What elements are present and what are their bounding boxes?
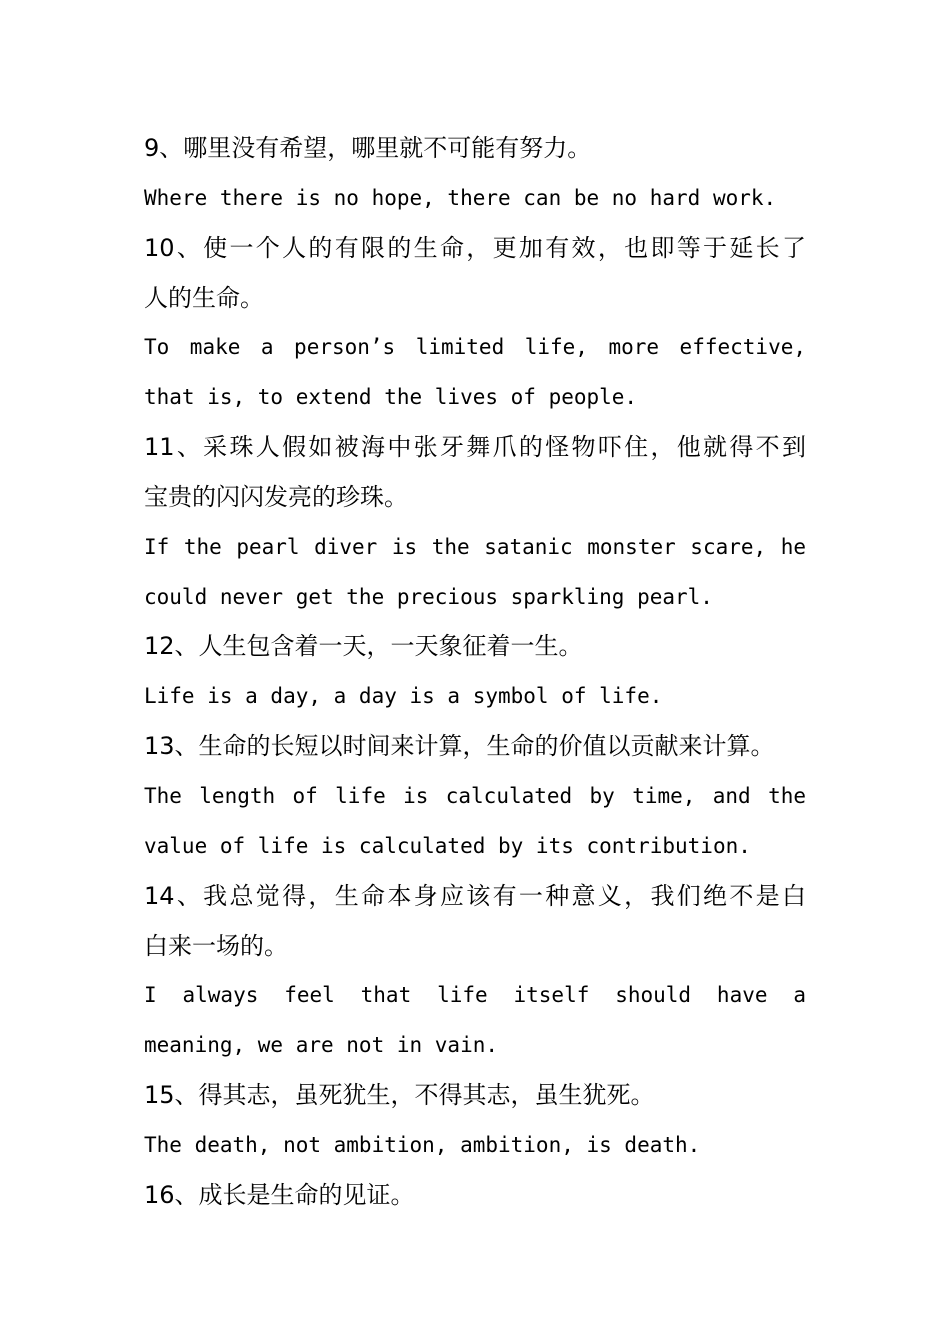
- quote-10-chinese-line-2: 人的生命。: [144, 283, 264, 312]
- quote-14-chinese-line-2: 白来一场的。: [144, 931, 288, 960]
- quote-10-english-line-2: that is, to extend the lives of people.: [144, 385, 638, 410]
- document-page: [144, 124, 806, 1221]
- quote-15-chinese: 15、得其志，虽死犹生，不得其志，虽生犹死。: [144, 1081, 655, 1110]
- quote-11-chinese-line-2: 宝贵的闪闪发亮的珍珠。: [144, 482, 408, 511]
- quote-13-chinese: 13、生命的长短以时间来计算，生命的价值以贡献来计算。: [144, 732, 775, 761]
- quote-10-chinese-line-1: 10、使一个人的有限的生命，更加有效，也即等于延长了: [144, 233, 806, 262]
- quote-9-english: Where there is no hope, there can be no hard work.: [144, 185, 777, 210]
- quote-11-chinese-line-1: 11、采珠人假如被海中张牙舞爪的怪物吓住，他就得不到: [144, 433, 806, 462]
- quote-13-english-line-2: value of life is calculated by its contribution.: [144, 833, 751, 858]
- quote-10-english-line-1: To make a person’s limited life, more effective,: [144, 335, 806, 360]
- quote-12-english: Life is a day, a day is a symbol of life.: [144, 684, 663, 709]
- quote-9-chinese: 9、哪里没有希望，哪里就不可能有努力。: [144, 134, 592, 162]
- quote-14-english-line-2: meaning, we are not in vain.: [144, 1033, 499, 1058]
- quote-14-chinese-line-1: 14、我总觉得，生命本身应该有一种意义，我们绝不是白: [144, 881, 806, 910]
- quote-15-english: The death, not ambition, ambition, is death.: [144, 1132, 701, 1157]
- quote-11-english-line-2: could never get the precious sparkling pearl.: [144, 584, 713, 609]
- quote-11-english-line-1: If the pearl diver is the satanic monster scare, he: [144, 534, 806, 559]
- quote-14-english-line-1: I always feel that life itself should have a: [144, 983, 806, 1008]
- quote-13-english-line-1: The length of life is calculated by time, and the: [144, 783, 806, 808]
- quote-12-chinese: 12、人生包含着一天，一天象征着一生。: [144, 632, 583, 661]
- quote-16-chinese: 16、成长是生命的见证。: [144, 1180, 415, 1209]
